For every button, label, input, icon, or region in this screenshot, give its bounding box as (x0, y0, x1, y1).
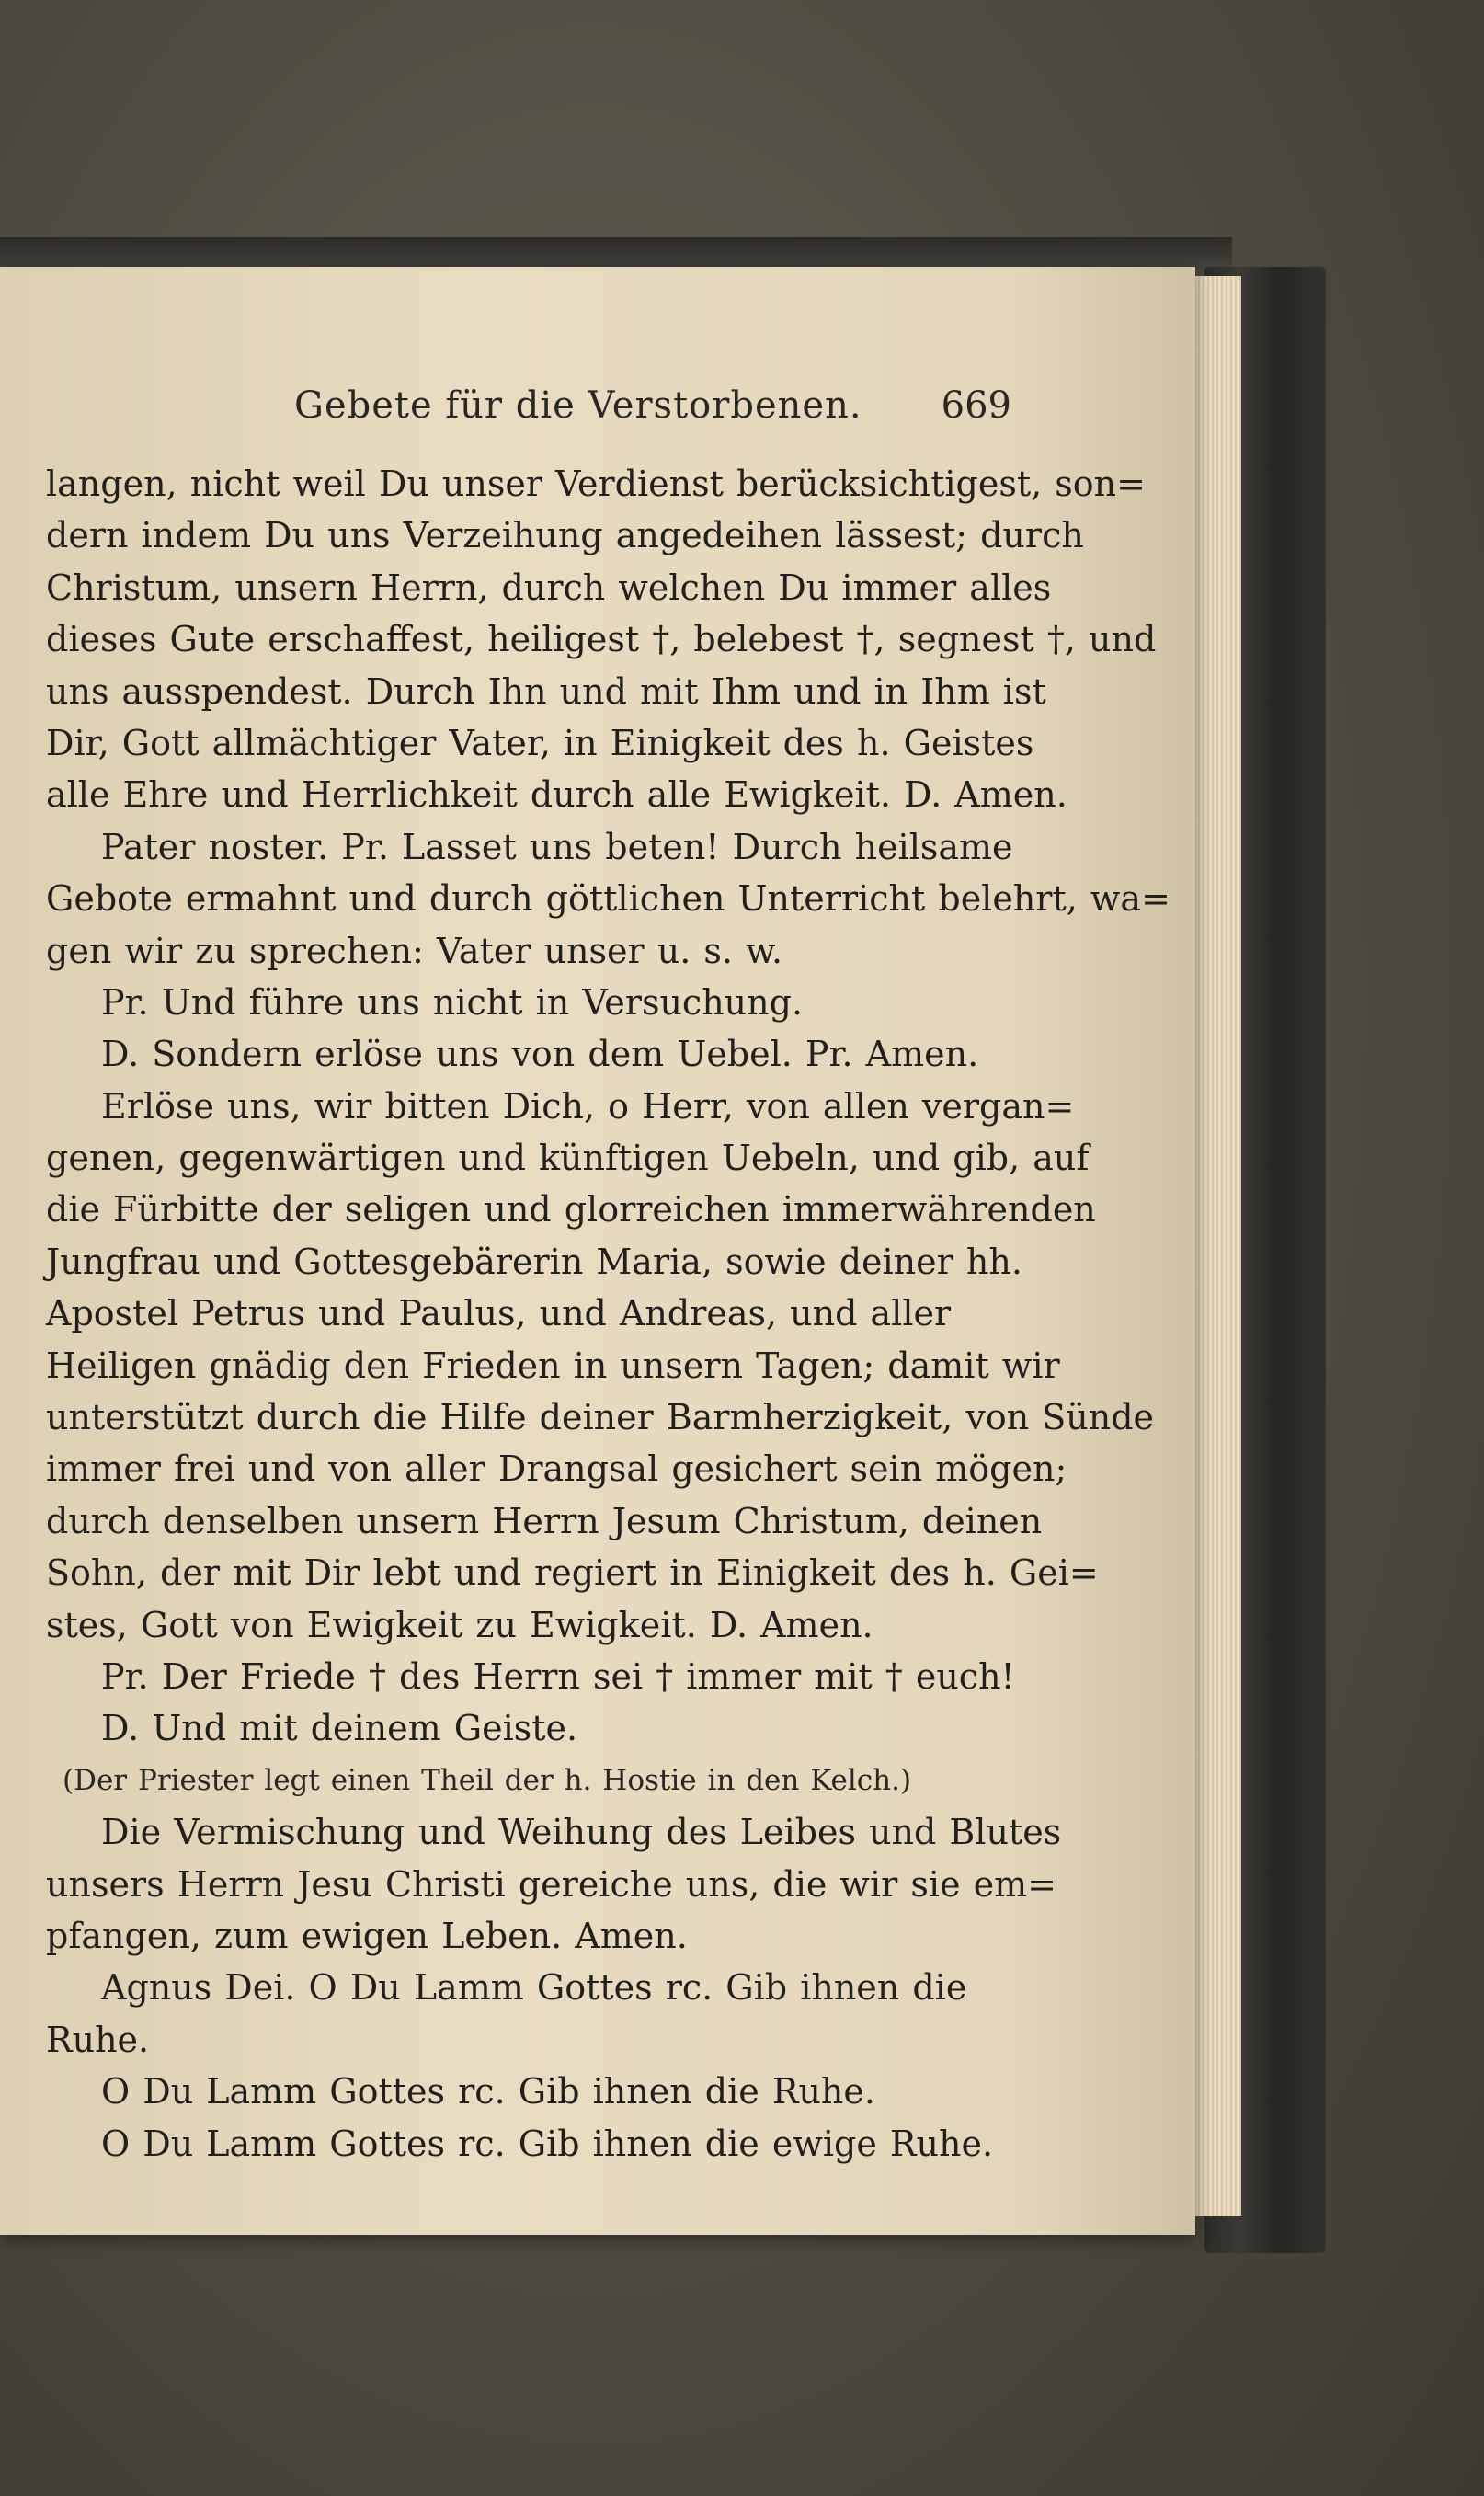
text-line: O Du Lamm Gottes rc. Gib ihnen die ewige Ruhe. (101, 2123, 994, 2164)
text-line: Pr. Der Friede † des Herrn sei † immer mit † euch! (101, 1655, 1015, 1697)
page-number: 669 (941, 384, 1011, 427)
text-line: Pr. Und führe uns nicht in Versuchung. (101, 981, 804, 1023)
body-text (46, 458, 1170, 2170)
text-line: Heiligen gnädig den Frieden in unsern Tagen; damit wir (46, 1345, 1060, 1386)
text-line: Ruhe. (46, 2019, 150, 2060)
text-line: genen, gegenwärtigen und künftigen Uebeln, und gib, auf (46, 1138, 1090, 1179)
text-line: pfangen, zum ewigen Leben. Amen. (46, 1915, 688, 1956)
text-line: unsers Herrn Jesu Christi gereiche uns, die wir sie em= (46, 1863, 1056, 1905)
page-header (294, 384, 1011, 440)
text-line: uns ausspendest. Durch Ihn und mit Ihm und in Ihm ist (46, 670, 1046, 712)
text-line: Dir, Gott allmächtiger Vater, in Einigkeit des h. Geistes (46, 722, 1034, 763)
running-head: Gebete für die Verstorbenen. (294, 384, 862, 427)
text-line: alle Ehre und Herrlichkeit durch alle Ewigkeit. D. Amen. (46, 774, 1067, 816)
text-line: immer frei und von aller Drangsal gesichert sein mögen; (46, 1448, 1067, 1490)
text-line: dern indem Du uns Verzeihung angedeihen lässest; durch (46, 515, 1084, 556)
text-line: Sohn, der mit Dir lebt und regiert in Einigkeit des h. Gei= (46, 1552, 1099, 1594)
text-line: Erlöse uns, wir bitten Dich, o Herr, von allen vergan= (101, 1085, 1075, 1127)
text-line: Christum, unsern Herrn, durch welchen Du immer alles (46, 567, 1052, 608)
text-line: Pater noster. Pr. Lasset uns beten! Durch heilsame (101, 826, 1013, 867)
rubric-line: (Der Priester legt einen Theil der h. Hostie in den Kelch.) (63, 1763, 912, 1797)
text-line: Agnus Dei. O Du Lamm Gottes rc. Gib ihnen die (101, 1967, 967, 2009)
text-line: stes, Gott von Ewigkeit zu Ewigkeit. D. Amen. (46, 1604, 873, 1645)
text-line: unterstützt durch die Hilfe deiner Barmherzigkeit, von Sünde (46, 1397, 1155, 1438)
text-line: Jungfrau und Gottesgebärerin Maria, sowie deiner hh. (46, 1241, 1022, 1282)
text-line: die Fürbitte der seligen und glorreichen immerwährenden (46, 1189, 1096, 1231)
text-line: gen wir zu sprechen: Vater unser u. s. w. (46, 930, 783, 971)
text-line: langen, nicht weil Du unser Verdienst berücksichtigest, son= (46, 464, 1146, 504)
text-line: D. Und mit deinem Geiste. (101, 1708, 578, 1749)
text-line: dieses Gute erschaffest, heiligest †, belebest †, segnest †, und (46, 619, 1157, 660)
text-line: Die Vermischung und Weihung des Leibes und Blutes (101, 1812, 1062, 1853)
text-line: O Du Lamm Gottes rc. Gib ihnen die Ruhe. (101, 2071, 875, 2112)
text-line: D. Sondern erlöse uns von dem Uebel. Pr. Amen. (101, 1034, 979, 1075)
text-line: Gebote ermahnt und durch göttlichen Unterricht belehrt, wa= (46, 878, 1170, 920)
text-line: durch denselben unsern Herrn Jesum Christum, deinen (46, 1500, 1043, 1541)
text-line: Apostel Petrus und Paulus, und Andreas, und aller (46, 1293, 952, 1334)
